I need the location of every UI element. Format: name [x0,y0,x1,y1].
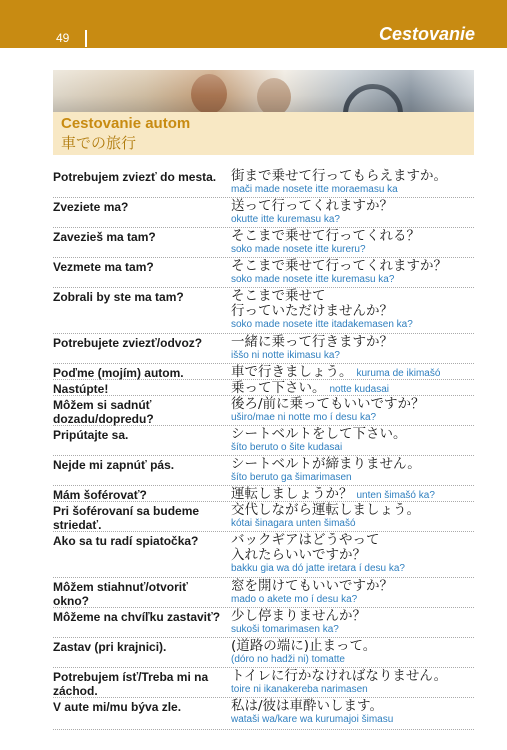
section-title-jp: 車での旅行 [61,134,137,152]
phrase-row [53,228,474,258]
phrase-slovak: Môžem si sadnúť dozadu/dopredu? [53,398,154,426]
phrase-slovak: Nejde mi zapnúť pás. [53,458,175,472]
section-title: Cestovanie autom [61,115,191,132]
phrase-romaji: okutte itte kuremasu ka? [231,214,340,225]
phrase-romaji: sukoši tomarimasen ka? [231,624,339,635]
phrase-row [53,258,474,288]
phrase-slovak: Zavezieš ma tam? [53,230,156,244]
phrase-romaji: unten šimašó ka? [356,490,435,501]
phrase-slovak: Ako sa tu radí spiatočka? [53,534,199,548]
phrase-romaji: notte kudasai [329,384,389,395]
phrase-romaji: mači made nosete itte moraemasu ka [231,184,398,195]
phrase-romaji: soko made nosete itte kuremasu ka? [231,274,395,285]
phrase-japanese: 少し停まりませんか？ [231,608,366,624]
phrase-row [53,532,474,578]
phrase-japanese-cell [231,579,475,606]
phrase-row [53,698,474,730]
phrase-slovak: Potrebujem zviezť do mesta. [53,170,217,184]
chapter-title: Cestovanie [378,24,475,44]
phrase-japanese-cell [231,335,475,362]
phrase-japanese-cell [231,169,475,196]
phrase-slovak: Zastav (pri krajnici). [53,640,167,654]
phrase-slovak: Poďme (mojím) autom. [53,366,184,380]
phrase-japanese: そこまで乗せて行ってくれますか？ [231,258,447,274]
phrase-japanese: 送って行ってくれますか？ [231,198,393,214]
phrase-row [53,578,474,608]
phrase-row [53,396,474,426]
phrase-romaji: uširo/mae ni notte mo í desu ka? [231,412,377,423]
phrase-romaji: wataši wa/kare wa kurumajoi šimasu [231,714,394,725]
phrase-japanese-cell [231,289,475,331]
phrase-slovak: Potrebujem ísť/Treba mi na záchod. [53,670,209,698]
phrase-row [53,502,474,532]
page-header [0,0,507,48]
phrase-romaji: iššo ni notte ikimasu ka? [231,350,340,361]
phrase-slovak: Mám šoférovať? [53,488,147,502]
page-number: 49 [56,31,70,45]
phrase-japanese-cell [231,365,475,380]
page-divider [85,30,87,47]
phrase-romaji: šíto beruto o šite kudasai [231,442,343,453]
phrase-romaji: toire ni ikanakereba narimasen [231,684,368,695]
phrase-japanese-cell [231,699,475,726]
phrase-japanese-cell [231,397,475,424]
phrase-row [53,608,474,638]
phrase-row [53,456,474,486]
phrase-slovak: Zveziete ma? [53,200,129,214]
phrase-japanese: 一緒に乗って行きますか？ [231,334,393,350]
phrase-japanese: そこまで乗せて 行っていただけませんか？ [231,288,393,319]
phrase-row [53,198,474,228]
phrase-japanese-cell [231,229,475,256]
phrase-japanese: 私は/彼は車酔いします。 [231,698,383,714]
phrase-japanese-cell [231,503,475,530]
phrase-romaji: kótai šinagara unten šimašó [231,518,356,529]
phrase-japanese: シートベルトが締まりません。 [231,456,421,472]
phrase-slovak: Môžem stiahnuť/otvoriť okno? [53,580,188,608]
phrase-japanese: 乗って下さい。 [231,380,326,396]
phrase-japanese: そこまで乗せて行ってくれる？ [231,228,420,244]
phrase-japanese: トイレに行かなければなりません。 [231,668,448,684]
phrase-romaji: šíto beruto ga šimarimasen [231,472,352,483]
phrase-japanese-cell [231,259,475,286]
phrase-japanese: 交代しながら運転しましょう。 [231,502,420,518]
phrase-romaji: bakku gia wa dó jatte iretara í desu ka? [231,563,405,574]
phrase-japanese: 街まで乗せて行ってもらえますか。 [231,168,447,184]
phrase-slovak: Nastúpte! [53,382,109,396]
phrase-japanese-cell [231,533,475,575]
phrase-romaji: soko made nosete itte kureru? [231,244,366,255]
phrase-romaji: mado o akete mo í desu ka? [231,594,358,605]
phrase-japanese-cell [231,609,475,636]
phrase-japanese-cell [231,199,475,226]
section-header [53,112,474,155]
phrase-japanese-cell [231,669,475,696]
phrase-slovak: Vezmete ma tam? [53,260,154,274]
phrase-romaji: (dóro no hadži ni) tomatte [231,654,345,665]
phrase-slovak: Potrebujete zviezť/odvoz? [53,336,203,350]
phrase-japanese-cell [231,487,475,502]
phrase-japanese: 窓を開けてもいいですか？ [231,578,393,594]
phrase-row [53,380,474,396]
phrase-japanese: 後ろ/前に乗ってもいいですか？ [231,396,425,412]
phrase-japanese: 運転しましょうか？ [231,486,353,502]
phrase-slovak: Môžeme na chvíľku zastaviť? [53,610,221,624]
phrase-romaji: kuruma de ikimašó [356,368,441,379]
phrase-slovak: Zobrali by ste ma tam? [53,290,184,304]
phrase-romaji: soko made nosete itte itadakemasen ka? [231,319,413,330]
phrase-row [53,364,474,380]
phrase-japanese-cell [231,427,475,454]
phrase-japanese: シートベルトをして下さい。 [231,426,407,442]
phrase-japanese: バックギアはどうやって 入れたらいいですか？ [231,532,380,563]
phrase-slovak: Pri šoférovaní sa budeme striedať. [53,504,200,532]
phrase-japanese-cell [231,381,475,396]
car-photo-banner [53,70,474,112]
phrase-row [53,426,474,456]
phrase-row [53,668,474,698]
phrase-row [53,638,474,668]
phrase-row [53,168,474,198]
phrase-row [53,288,474,334]
phrase-row [53,334,474,364]
phrase-slovak: V aute mi/mu býva zle. [53,700,182,714]
phrase-japanese: 車で行きましょう。 [231,364,353,380]
phrase-japanese-cell [231,639,475,666]
phrase-japanese-cell [231,457,475,484]
phrase-row [53,486,474,502]
phrase-japanese: (道路の端に)止まって。 [231,638,377,654]
phrase-slovak: Pripútajte sa. [53,428,129,442]
